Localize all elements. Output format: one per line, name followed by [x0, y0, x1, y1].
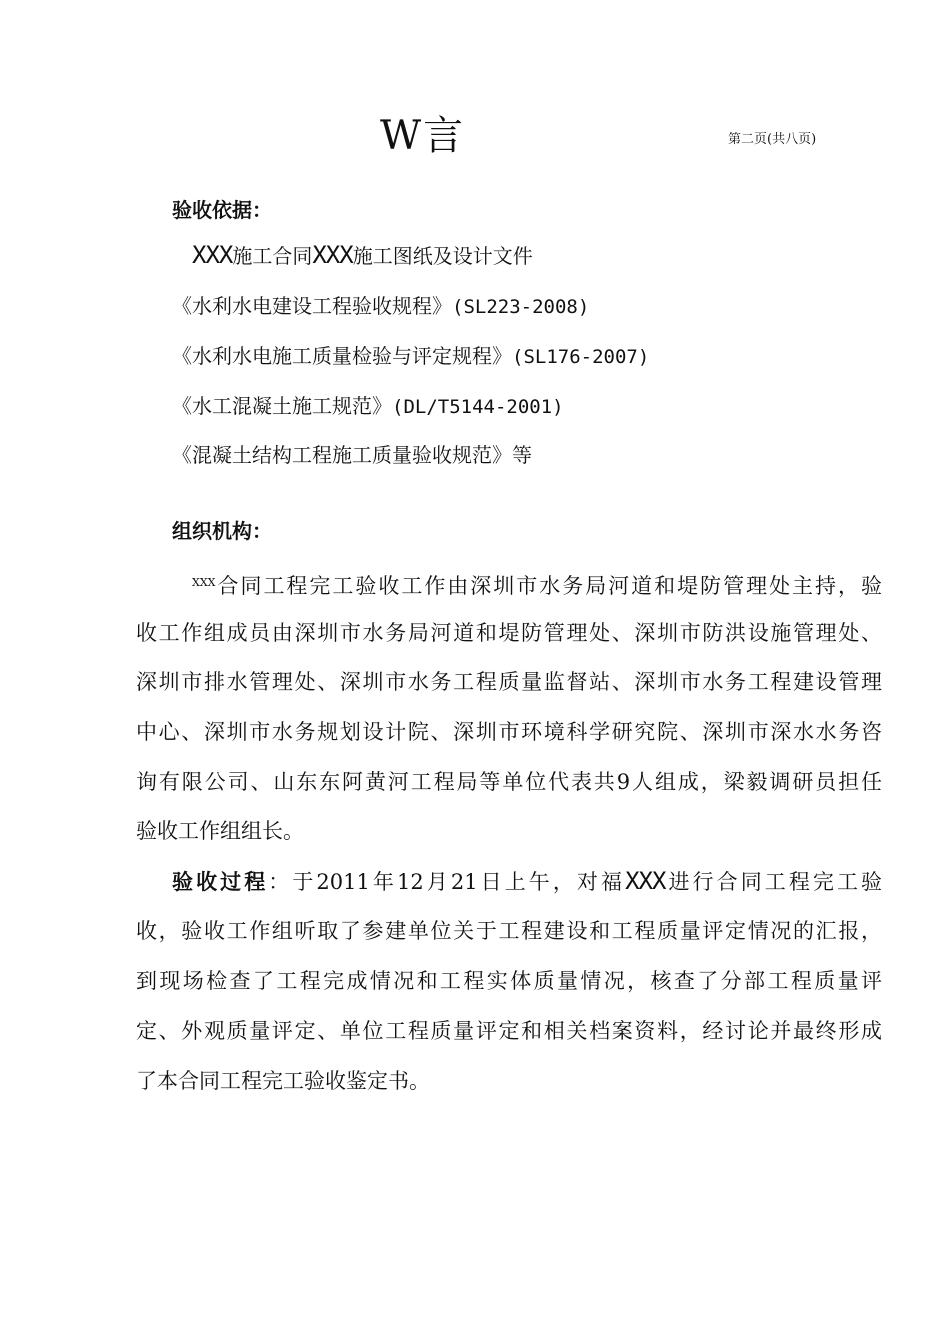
- drawings-code: XXX: [312, 241, 353, 269]
- process-heading: 验收过程: [172, 870, 269, 894]
- standard-name: 《混凝土结构工程施工质量验收规范》等: [172, 443, 532, 467]
- basis-contract-line: [192, 241, 533, 270]
- organization-line-text: 合同工程完工验收工作由深圳市水务局河道和堤防管理处主持，验: [215, 574, 882, 598]
- page-title: W言: [380, 113, 466, 159]
- process-line: [172, 866, 882, 897]
- organization-line: 中心、深圳市水务规划设计院、深圳市环境科学研究院、深圳市深水水务咨: [136, 720, 882, 744]
- contract-text: 施工合同: [232, 244, 313, 268]
- drawings-text: 施工图纸及设计文件: [352, 244, 533, 268]
- organization-line: 验收工作组组长。: [136, 819, 304, 843]
- contract-code: XXX: [192, 241, 233, 269]
- standard-code: (SL223-2008): [452, 296, 590, 318]
- standard-item: [172, 342, 649, 371]
- standard-code: (SL176-2007): [512, 346, 650, 368]
- basis-heading: 验收依据：: [172, 198, 272, 222]
- process-line: 定、外观质量评定、单位工程质量评定和相关档案资料，经讨论并最终形成: [136, 1019, 882, 1043]
- organization-line: 收工作组成员由深圳市水务局河道和堤防管理处、深圳市防洪设施管理处、: [136, 621, 882, 645]
- standard-name: 《水利水电施工质量检验与评定规程》: [172, 344, 512, 368]
- standard-name: 《水工混凝土施工规范》: [172, 394, 392, 418]
- page-counter: 第二页(共八页): [728, 132, 817, 147]
- standard-name: 《水利水电建设工程验收规程》: [172, 294, 452, 318]
- organization-lead-code: XXX: [192, 576, 216, 589]
- standard-item: [172, 392, 564, 421]
- standard-code: (DL/T5144-2001): [392, 396, 564, 418]
- organization-line: 询有限公司、山东东阿黄河工程局等单位代表共9人组成，梁毅调研员担任: [136, 770, 882, 794]
- organization-line: [192, 568, 882, 601]
- process-colon: ：: [268, 870, 293, 894]
- process-line: 到现场检查了工程完成情况和工程实体质量情况，核查了分部工程质量评: [136, 969, 882, 993]
- organization-line: 深圳市排水管理处、深圳市水务工程质量监督站、深圳市水务工程建设管理: [136, 670, 882, 694]
- organization-heading: 组织机构：: [172, 519, 272, 543]
- process-line: 了本合同工程完工验收鉴定书。: [136, 1069, 430, 1093]
- process-first-pre: 于2011年12月21日上午，对福: [292, 870, 626, 894]
- process-first-code: XXX: [625, 867, 666, 895]
- standard-item: [172, 292, 589, 321]
- process-first-post: 进行合同工程完工验: [665, 870, 883, 894]
- standard-item: [172, 441, 532, 470]
- process-line: 收，验收工作组听取了参建单位关于工程建设和工程质量评定情况的汇报，: [136, 919, 882, 943]
